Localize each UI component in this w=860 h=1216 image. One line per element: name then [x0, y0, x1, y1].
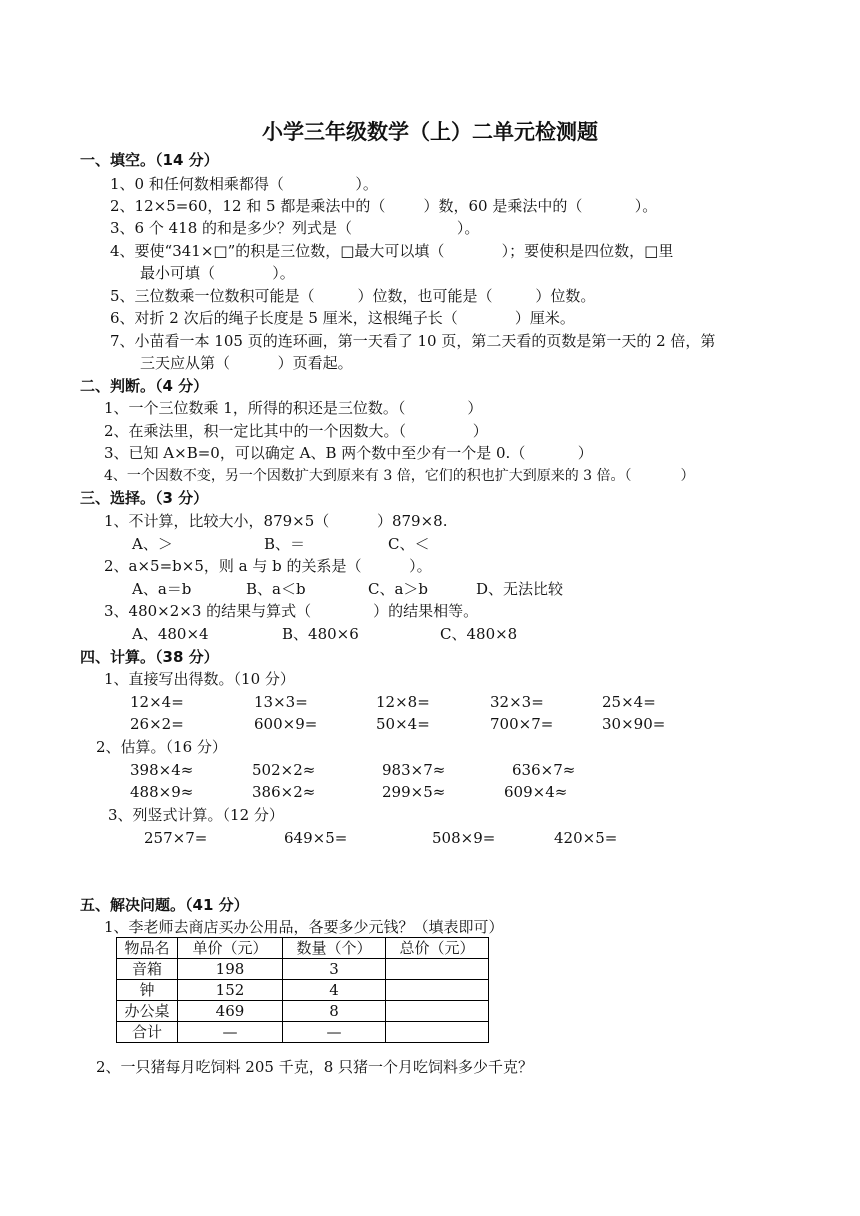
estimate-item: 502×2≈	[252, 761, 316, 779]
table-row-total	[117, 1022, 489, 1043]
table-cell: 8	[283, 1001, 386, 1022]
table-row	[117, 1001, 489, 1022]
section-heading-choice: 三、选择。（3 分）	[80, 489, 209, 507]
table-cell-blank[interactable]	[386, 980, 489, 1001]
table-header-cell: 单价（元）	[178, 938, 283, 959]
calc-item: 26×2=	[130, 715, 184, 733]
table-cell: —	[283, 1022, 386, 1043]
calc-item: 25×4=	[602, 693, 656, 711]
options-3-2	[0, 579, 860, 599]
question-1-5: 5、三位数乘一位数积可能是（ ）位数，也可能是（ ）位数。	[110, 287, 596, 305]
part-4-2: 2、估算。（16 分）	[96, 738, 227, 756]
vertical-calc-item: 508×9=	[432, 829, 496, 847]
calc-item: 600×9=	[254, 715, 318, 733]
table-cell: 合计	[117, 1022, 178, 1043]
estimate-item: 398×4≈	[130, 761, 194, 779]
table-row	[117, 959, 489, 980]
calc-item: 30×90=	[602, 715, 666, 733]
question-1-4: 4、要使“341×□”的积是三位数，□最大可以填（ ）；要使积是四位数，□里	[110, 242, 674, 260]
section-heading-judge: 二、判断。（4 分）	[80, 377, 209, 395]
vertical-calc-item: 420×5=	[554, 829, 618, 847]
estimate-item: 386×2≈	[252, 783, 316, 801]
section-heading-problems: 五、解决问题。（41 分）	[80, 896, 249, 914]
table-cell: 音箱	[117, 959, 178, 980]
question-2-2: 2、在乘法里，积一定比其中的一个因数大。（ ）	[104, 422, 488, 440]
options-3-1	[0, 534, 860, 554]
price-table	[116, 937, 489, 1043]
part-4-1: 1、直接写出得数。（10 分）	[104, 670, 295, 688]
estimate-item: 299×5≈	[382, 783, 446, 801]
table-cell: 钟	[117, 980, 178, 1001]
estimate-item: 488×9≈	[130, 783, 194, 801]
table-cell: 152	[178, 980, 283, 1001]
table-cell: 办公桌	[117, 1001, 178, 1022]
question-3-2: 2、a×5=b×5，则 a 与 b 的关系是（ ）。	[104, 557, 432, 575]
calc-item: 700×7=	[490, 715, 554, 733]
section-heading-calculate: 四、计算。（38 分）	[80, 648, 219, 666]
option-a: A、＞	[132, 535, 173, 553]
option-a: A、a＝b	[132, 580, 192, 598]
estimate-row	[0, 782, 860, 802]
option-b: B、a＜b	[246, 580, 306, 598]
section-heading-fill-in: 一、填空。（14 分）	[80, 151, 219, 169]
question-2-4: 4、一个因数不变，另一个因数扩大到原来有 3 倍，它们的积也扩大到原来的 3 倍。（ ）	[104, 468, 695, 484]
estimate-row	[0, 760, 860, 780]
table-cell: 4	[283, 980, 386, 1001]
question-3-3: 3、480×2×3 的结果与算式（ ）的结果相等。	[104, 602, 479, 620]
option-a: A、480×4	[132, 625, 209, 643]
question-1-7-cont: 三天应从第（ ）页看起。	[140, 354, 353, 372]
table-cell: 469	[178, 1001, 283, 1022]
vertical-calc-item: 257×7=	[144, 829, 208, 847]
question-1-7: 7、小苗看一本 105 页的连环画，第一天看了 10 页，第二天看的页数是第一天的 2 倍，第	[110, 332, 716, 350]
calc-item: 50×4=	[376, 715, 430, 733]
table-header-row	[117, 938, 489, 959]
question-2-1: 1、一个三位数乘 1，所得的积还是三位数。（ ）	[104, 399, 483, 417]
page-title: 小学三年级数学（上）二单元检测题	[262, 120, 598, 144]
table-cell: 198	[178, 959, 283, 980]
calc-row	[0, 714, 860, 734]
option-c: C、a＞b	[368, 580, 429, 598]
question-1-6: 6、对折 2 次后的绳子长度是 5 厘米，这根绳子长（ ）厘米。	[110, 309, 575, 327]
estimate-item: 609×4≈	[504, 783, 568, 801]
table-header-cell: 物品名	[117, 938, 178, 959]
calc-row	[0, 692, 860, 712]
question-3-1: 1、不计算，比较大小，879×5（ ）879×8.	[104, 512, 448, 530]
question-5-2: 2、一只猪每月吃饲料 205 千克，8 只猪一个月吃饲料多少千克？	[96, 1058, 534, 1076]
table-header-cell: 总价（元）	[386, 938, 489, 959]
table-cell-blank[interactable]	[386, 1001, 489, 1022]
question-2-3: 3、已知 A×B=0，可以确定 A、B 两个数中至少有一个是 0.（ ）	[104, 444, 593, 462]
option-c: C、＜	[388, 535, 430, 553]
calc-item: 12×4=	[130, 693, 184, 711]
table-row	[117, 980, 489, 1001]
question-5-1: 1、李老师去商店买办公用品，各要多少元钱？（填表即可）	[104, 918, 504, 936]
vertical-calc-item: 649×5=	[284, 829, 348, 847]
question-1-2: 2、12×5=60，12 和 5 都是乘法中的（ ）数，60 是乘法中的（ ）。	[110, 197, 658, 215]
option-c: C、480×8	[440, 625, 518, 643]
calc-item: 13×3=	[254, 693, 308, 711]
option-d: D、无法比较	[476, 580, 564, 598]
calc-item: 32×3=	[490, 693, 544, 711]
estimate-item: 983×7≈	[382, 761, 446, 779]
table-cell: 3	[283, 959, 386, 980]
table-cell-blank[interactable]	[386, 1022, 489, 1043]
vertical-calc-row	[0, 828, 860, 848]
option-b: B、＝	[264, 535, 306, 553]
option-b: B、480×6	[282, 625, 359, 643]
table-cell: —	[178, 1022, 283, 1043]
table-header-cell: 数量（个）	[283, 938, 386, 959]
question-1-1: 1、0 和任何数相乘都得（ ）。	[110, 175, 378, 193]
options-3-3	[0, 624, 860, 644]
calc-item: 12×8=	[376, 693, 430, 711]
estimate-item: 636×7≈	[512, 761, 576, 779]
part-4-3: 3、列竖式计算。（12 分）	[108, 806, 284, 824]
question-1-4-cont: 最小可填（ ）。	[140, 264, 295, 282]
question-1-3: 3、6 个 418 的和是多少？列式是（ ）。	[110, 219, 480, 237]
table-cell-blank[interactable]	[386, 959, 489, 980]
